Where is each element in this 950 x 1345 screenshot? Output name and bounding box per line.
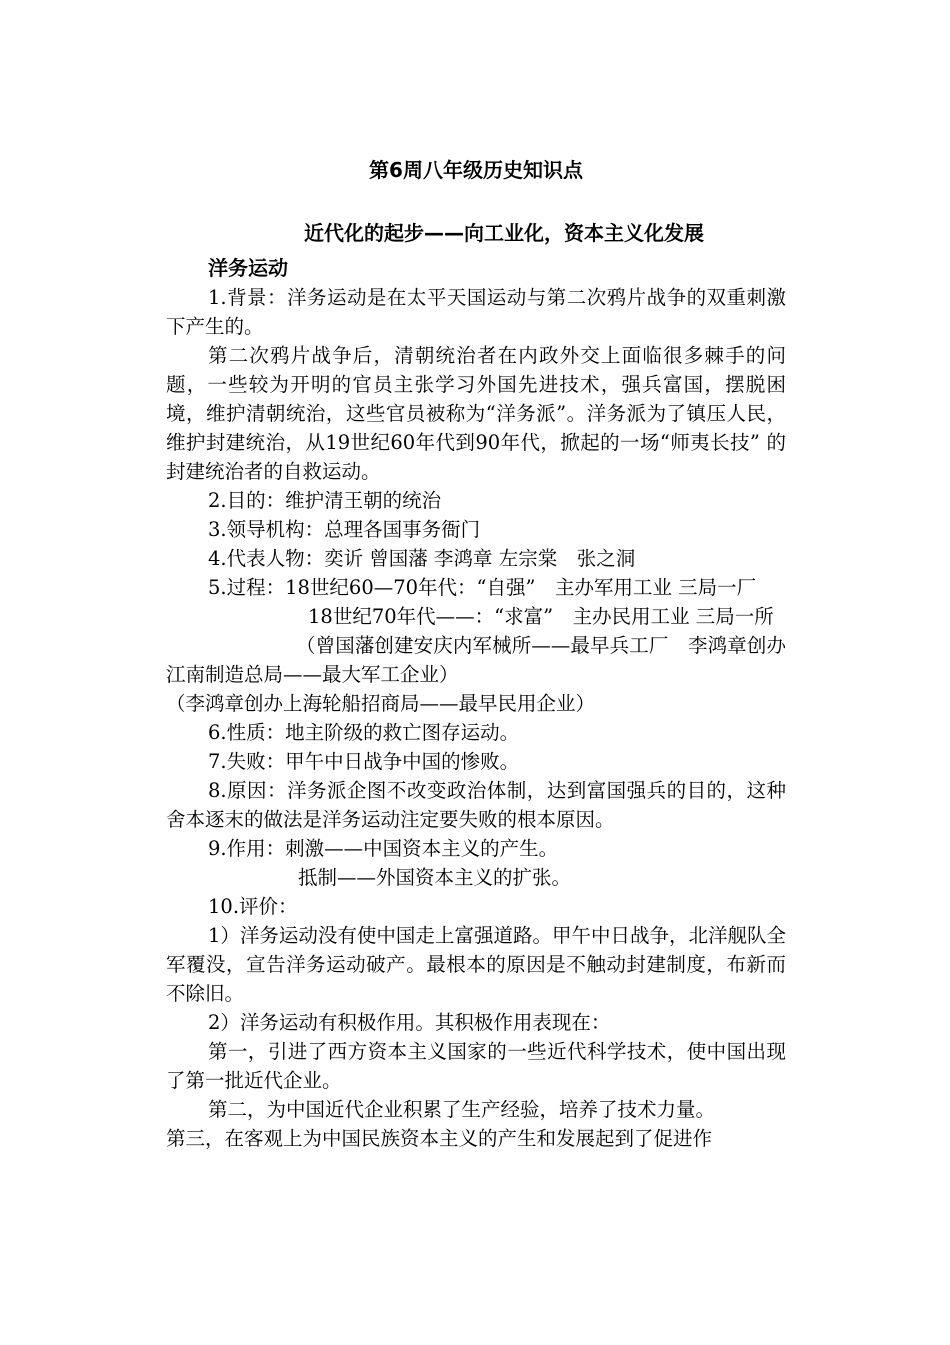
paragraph-evaluation: 10.评价： [208, 895, 298, 918]
paragraph-second: 第二，为中国近代企业积累了生产经验，培养了技术力量。 [208, 1098, 716, 1121]
paragraph-failure: 7.失败：甲午中日战争中国的惨败。 [208, 750, 520, 773]
paragraph-process-note1: （曾国藩创建安庆内军械所——最早兵工厂 李鸿章创办江南制造总局——最大军工企业） [166, 634, 786, 686]
paragraph-context: 第二次鸦片战争后，清朝统治者在内政外交上面临很多棘手的问题，一些较为开明的官员主张学习外国先进技术，强兵富国，摆脱困境，维护清朝统治，这些官员被称为“洋务派”。洋务派为了镇压人民，维护封建统治，从19世纪60年代到90年代，掀起的一场“师夷长技” 的封建统治者的自救运动。 [166, 344, 786, 483]
paragraph-nature: 6.性质：地主阶级的救亡图存运动。 [208, 721, 520, 744]
paragraph-reason: 8.原因：洋务派企图不改变政治体制，达到富国强兵的目的，这种舍本逐末的做法是洋务运动注定要失败的根本原因。 [166, 779, 786, 831]
paragraph-process-note2: （李鸿章创办上海轮船招商局——最早民用企业） [166, 692, 596, 715]
paragraph-background: 1.背景：洋务运动是在太平天国运动与第二次鸦片战争的双重刺激下产生的。 [166, 286, 786, 338]
paragraph-process: 5.过程：18世纪60—70年代：“自强” 主办军用工业 三局一厂 [208, 576, 757, 599]
paragraph-evaluation-2: 2）洋务运动有积极作用。其积极作用表现在： [208, 1011, 611, 1034]
paragraph-agency: 3.领导机构：总理各国事务衙门 [208, 518, 481, 541]
paragraph-first: 第一，引进了西方资本主义国家的一些近代科学技术，使中国出现了第一批近代企业。 [166, 1040, 786, 1092]
chapter-subtitle: 近代化的起步——向工业化，资本主义化发展 [304, 221, 704, 245]
paragraph-third: 第三，在客观上为中国民族资本主义的产生和发展起到了促进作 [166, 1127, 713, 1150]
paragraph-effect-2: 抵制——外国资本主义的扩张。 [298, 866, 572, 889]
page-title: 第6周八年级历史知识点 [369, 158, 583, 182]
paragraph-evaluation-1: 1）洋务运动没有使中国走上富强道路。甲午中日战争，北洋舰队全军覆没，宣告洋务运动破产。最根本的原因是不触动封建制度，布新而不除旧。 [166, 924, 786, 1005]
paragraph-purpose: 2.目的：维护清王朝的统治 [208, 489, 442, 512]
document-body [166, 150, 786, 1153]
section-heading: 洋务运动 [208, 256, 288, 280]
paragraph-figures: 4.代表人物：奕䜣 曾国藩 李鸿章 左宗棠 张之洞 [208, 547, 636, 570]
paragraph-process-stage2: 18世纪70年代——：“求富” 主办民用工业 三局一所 [308, 605, 774, 628]
paragraph-effect: 9.作用：刺激——中国资本主义的产生。 [208, 837, 559, 860]
